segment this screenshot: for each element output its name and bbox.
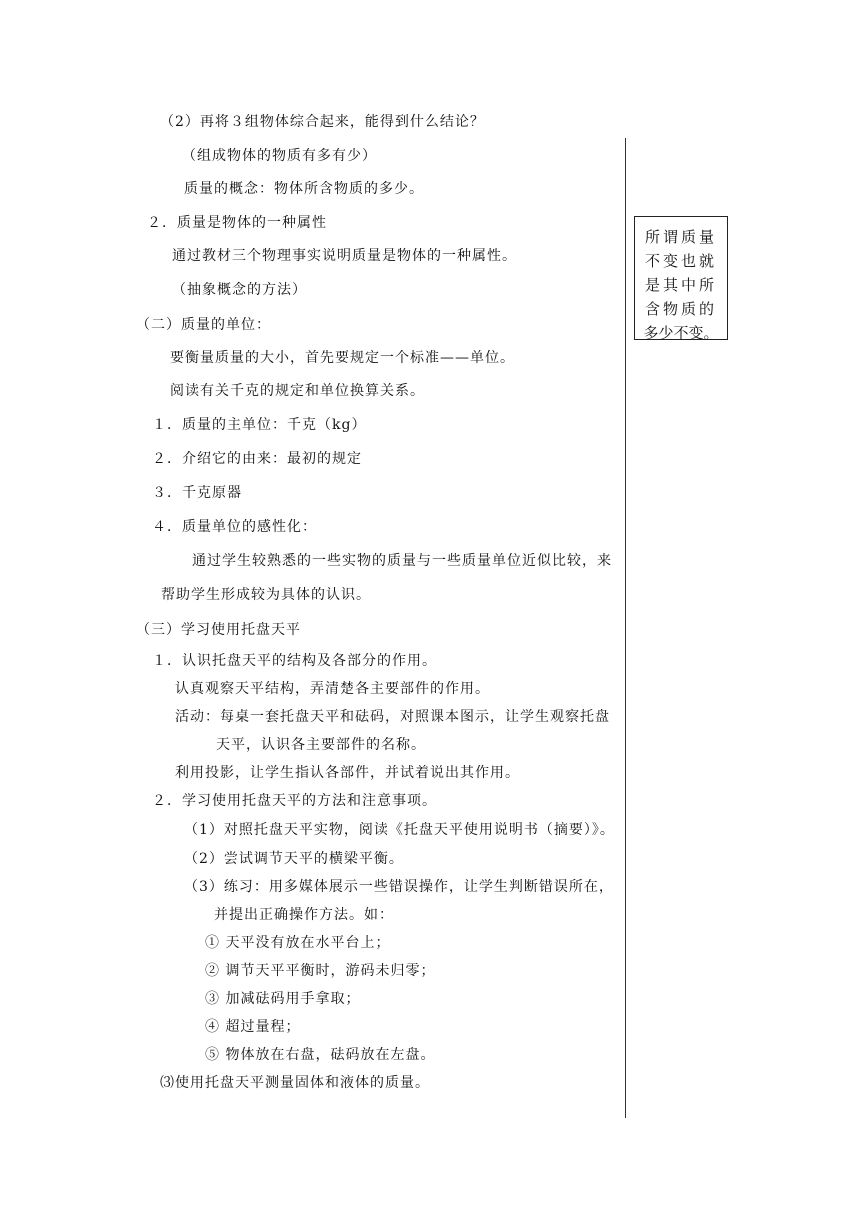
text-line: （组成物体的物质有多有少） [182,148,377,164]
sub-item: ⑶使用托盘天平测量固体和液体的质量。 [160,1075,430,1091]
text-line: 并提出正确操作方法。如： [214,907,394,923]
list-item: ③ 加减砝码用手拿取； [205,991,361,1007]
list-item: ② 调节天平平衡时，游码未归零； [205,963,436,979]
section-heading: （二）质量的单位： [136,317,271,333]
sub-item: （3）练习：用多媒体展示一些错误操作，让学生判断错误所在， [184,879,614,895]
text-line: 利用投影，让学生指认各部件，并试着说出其作用。 [175,765,520,781]
side-note-line: 不变也就 [644,252,717,270]
side-note-box [634,216,728,340]
text-line: 要衡量质量的大小，首先要规定一个标准——单位。 [170,350,515,366]
side-note-line: 是其中所 [644,276,717,294]
list-item: ⑤ 物体放在右盘，砝码放在左盘。 [205,1047,436,1063]
numbered-item: ４．质量单位的感性化： [152,519,317,535]
column-divider [625,138,626,1118]
text-line: 通过学生较熟悉的一些实物的质量与一些质量单位近似比较，来 [192,553,612,569]
text-line: 活动：每桌一套托盘天平和砝码，对照课本图示，让学生观察托盘 [175,709,610,725]
sub-item: （1）对照托盘天平实物，阅读《托盘天平使用说明书（摘要）》。 [184,822,615,838]
numbered-item: ２．介绍它的由来：最初的规定 [152,451,362,467]
heading-line: ２．质量是物体的一种属性 [147,215,327,231]
numbered-item: １．质量的主单位：千克（kg） [152,417,367,433]
side-note-line: 多少不变。 [643,324,719,342]
text-line: （抽象概念的方法） [172,282,307,298]
text-line: 通过教材三个物理事实说明质量是物体的一种属性。 [172,248,517,264]
section-heading: （三）学习使用托盘天平 [136,622,301,638]
side-note-line: 含物质的 [644,300,717,318]
numbered-item: １．认识托盘天平的结构及各部分的作用。 [152,653,437,669]
text-line: 质量的概念：物体所含物质的多少。 [184,181,424,197]
text-line: 阅读有关千克的规定和单位换算关系。 [170,383,425,399]
sub-item: （2）尝试调节天平的横梁平衡。 [184,851,404,867]
text-line: （2）再将３组物体综合起来，能得到什么结论？ [160,114,485,130]
list-item: ④ 超过量程； [205,1019,301,1035]
numbered-item: ２．学习使用托盘天平的方法和注意事项。 [152,793,437,809]
text-line: 帮助学生形成较为具体的认识。 [161,587,371,603]
text-line: 认真观察天平结构，弄清楚各主要部件的作用。 [175,681,490,697]
numbered-item: ３．千克原器 [152,485,242,501]
text-line: 天平，认识各主要部件的名称。 [216,737,426,753]
side-note-line: 所谓质量 [644,228,717,246]
list-item: ① 天平没有放在水平台上； [205,935,391,951]
